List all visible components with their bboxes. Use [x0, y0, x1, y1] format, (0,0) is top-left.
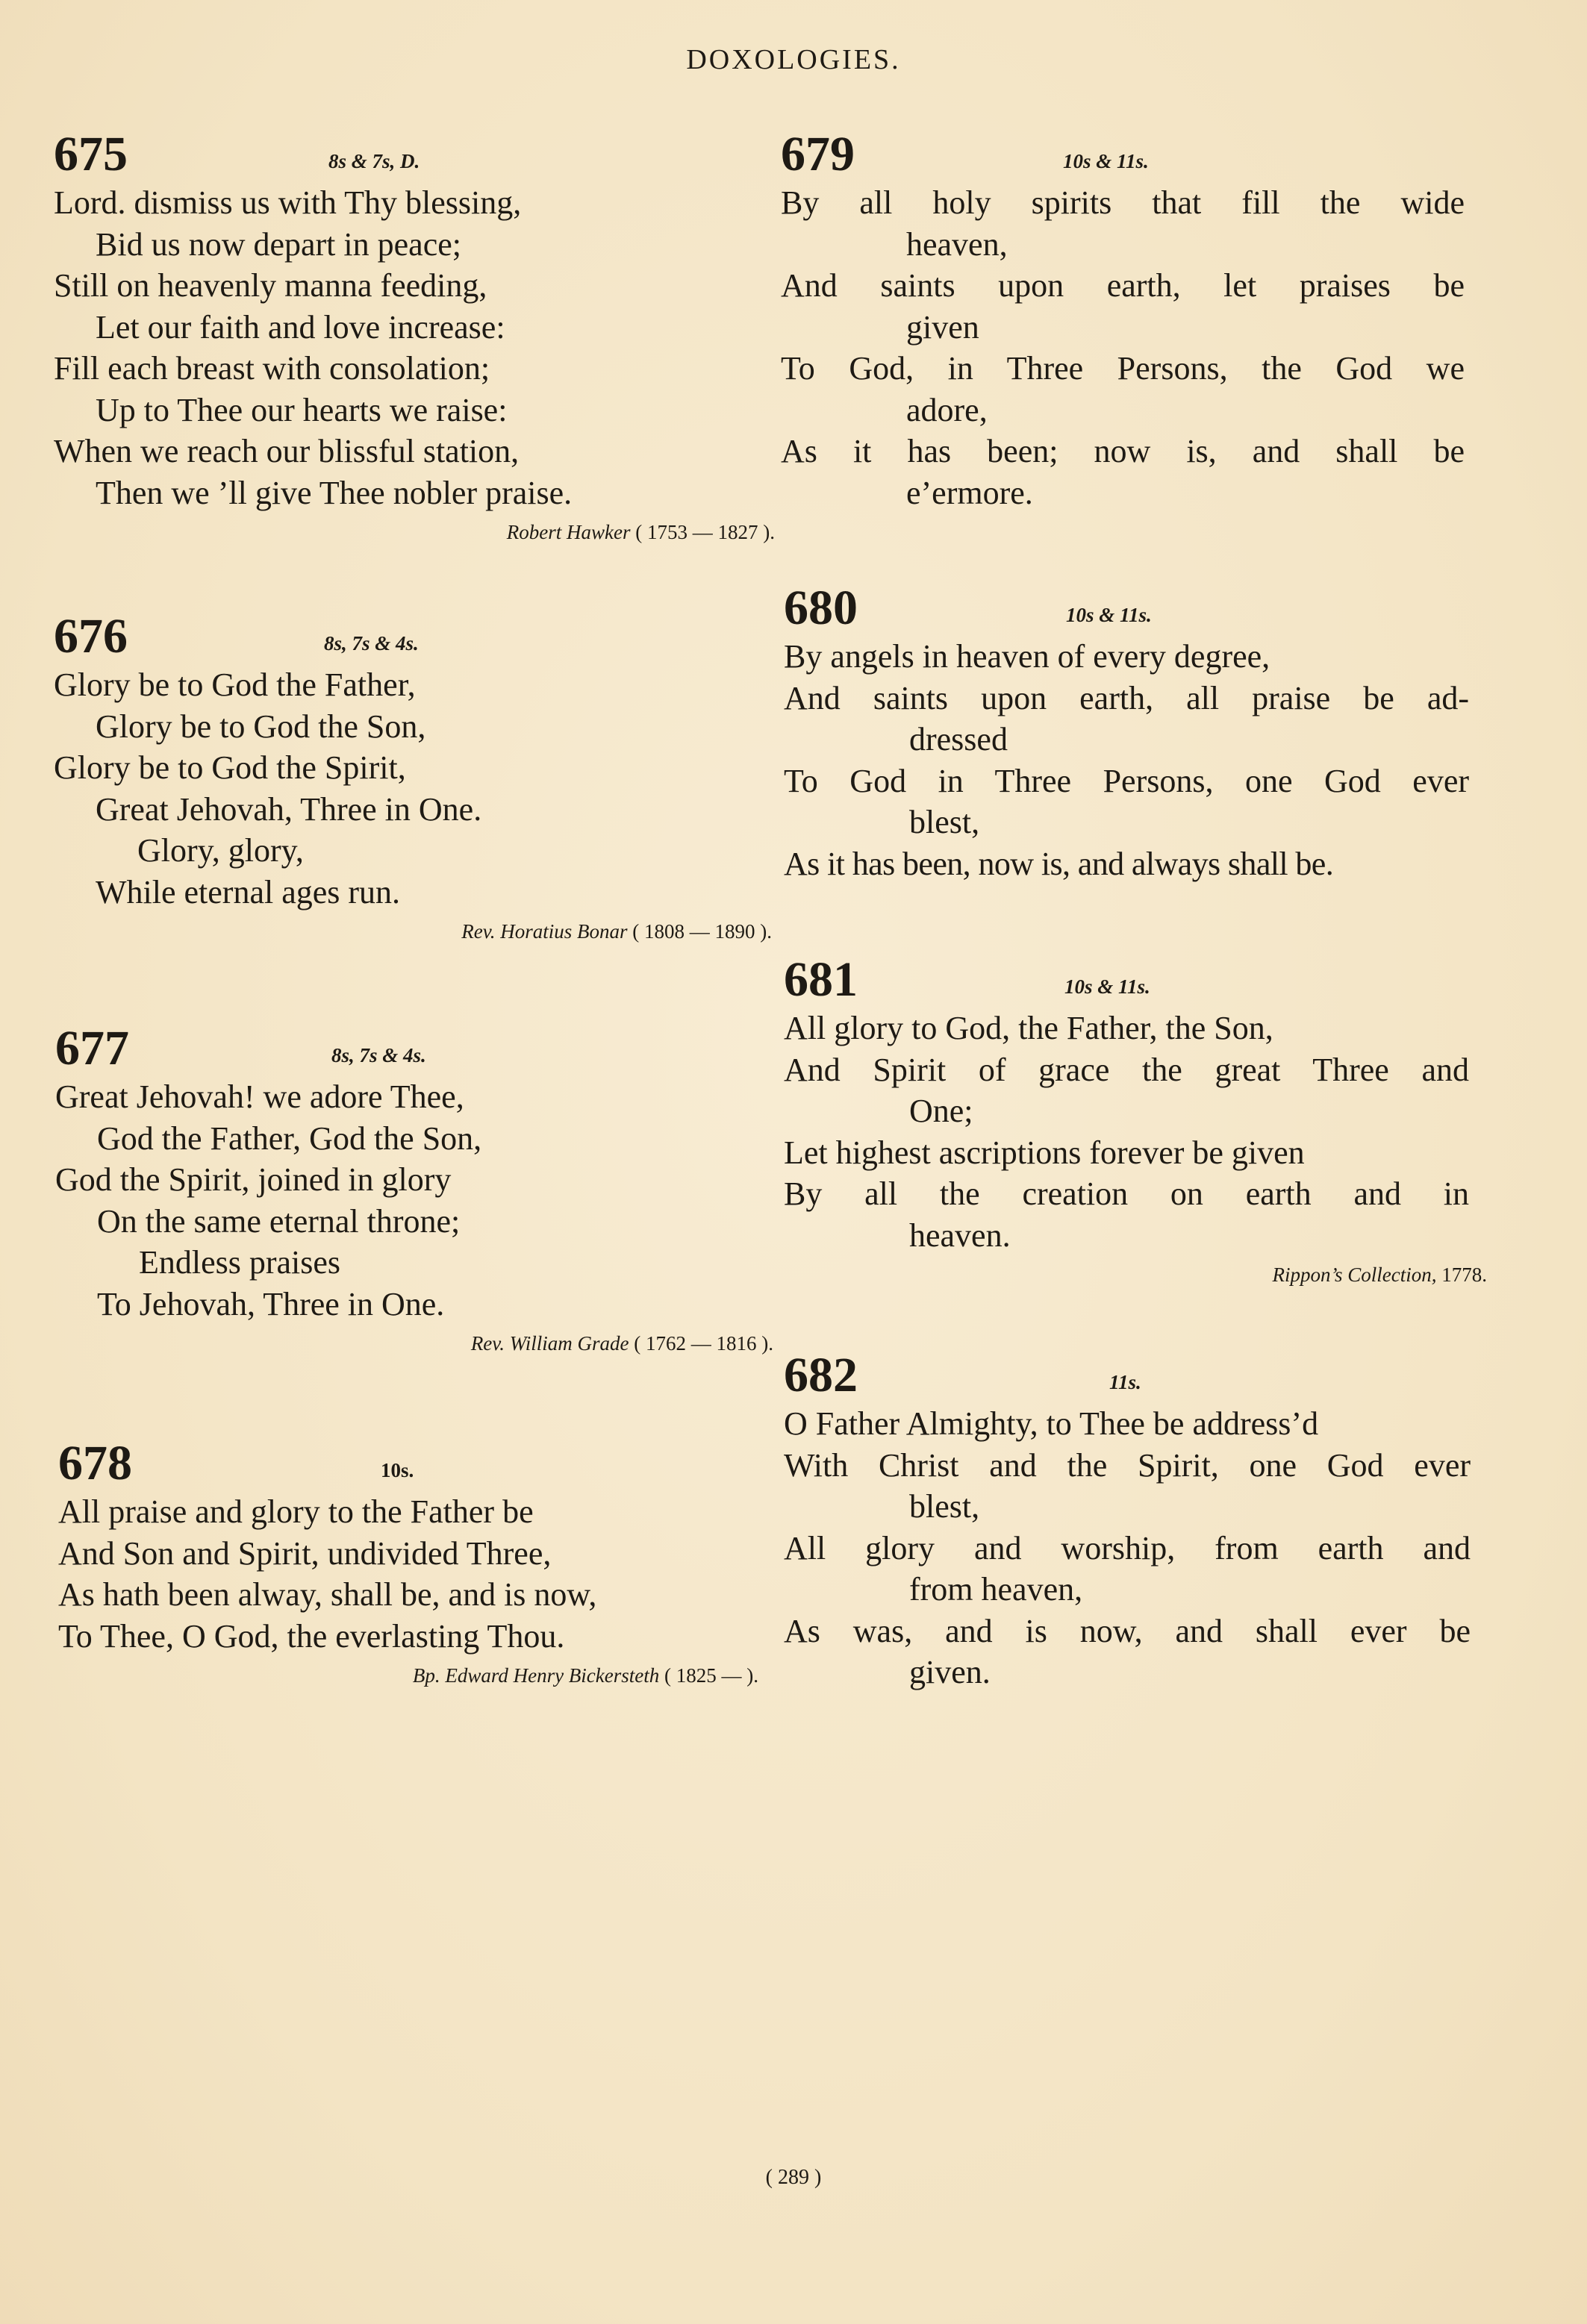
hymn-attribution: [54, 521, 775, 544]
hymn-number: 679: [781, 127, 855, 181]
hymn-meter: 10s & 11s.: [1063, 150, 1149, 172]
verse-line: One;: [909, 1093, 973, 1129]
verse-line: And Spirit of grace the great Three and: [784, 1051, 1469, 1088]
hymn-lines: [784, 1403, 1471, 1693]
verse-line: heaven.: [909, 1216, 1011, 1254]
author-years: ( 1825 — ).: [664, 1664, 758, 1687]
verse-line: All glory to God, the Father, the Son,: [784, 1010, 1273, 1046]
hymn-heading: [55, 1013, 727, 1073]
hymn-heading: [781, 119, 1465, 179]
verse-line: Still on heavenly manna feeding,: [54, 267, 487, 304]
hymn-number: 677: [55, 1021, 129, 1075]
verse-line: By all the creation on earth and in: [784, 1175, 1469, 1212]
author-years: 1778.: [1441, 1263, 1487, 1286]
hymn-number: 675: [54, 127, 128, 181]
author-name: Rev. Horatius Bonar: [461, 920, 628, 943]
verse-line: O Father Almighty, to Thee be address’d: [784, 1405, 1319, 1442]
hymn-heading: [784, 1340, 1471, 1400]
verse-line: As it has been, now is, and always shall be.: [784, 845, 1334, 882]
page-number: ( 289 ): [765, 2166, 822, 2189]
verse-line: Great Jehovah! we adore Thee,: [55, 1078, 464, 1115]
verse-line: As it has been; now is, and shall be: [781, 433, 1465, 469]
hymn-675: [54, 119, 775, 544]
verse-line: To Thee, O God, the everlasting Thou.: [58, 1617, 565, 1655]
hymn-678: [58, 1428, 758, 1687]
verse-line: On the same eternal throne;: [97, 1202, 461, 1240]
verse-line: Endless praises: [139, 1244, 341, 1281]
verse-line: As hath been alway, shall be, and is now,: [58, 1576, 597, 1613]
author-years: ( 1808 — 1890 ).: [632, 920, 772, 943]
verse-line: By all holy spirits that fill the wide: [781, 184, 1465, 221]
hymn-attribution: [784, 1263, 1487, 1287]
verse-line: blest,: [909, 1488, 980, 1525]
hymn-number: 678: [58, 1436, 132, 1490]
hymn-681: [784, 945, 1487, 1287]
hymn-lines: [54, 182, 726, 513]
hymn-meter: 10s.: [381, 1459, 414, 1481]
author-name: Rev. William Grade: [470, 1332, 629, 1355]
hymn-number: 680: [784, 581, 858, 635]
verse-line: Then we ’ll give Thee nobler praise.: [96, 474, 573, 511]
verse-line: To Jehovah, Three in One.: [97, 1285, 445, 1322]
hymn-lines: [54, 664, 726, 913]
verse-line: dressed: [909, 721, 1008, 758]
verse-line: adore,: [906, 391, 988, 428]
verse-line: By angels in heaven of every degree,: [784, 638, 1270, 675]
verse-line: Lord. dismiss us with Thy blessing,: [54, 184, 522, 221]
hymn-676: [54, 602, 772, 943]
hymn-number: 682: [784, 1348, 858, 1402]
verse-line: Glory be to God the Father,: [54, 666, 416, 703]
verse-line: Bid us now depart in peace;: [96, 225, 461, 263]
verse-line: All glory and worship, from earth and: [784, 1529, 1471, 1566]
hymn-heading: [784, 573, 1469, 633]
hymn-meter: 8s & 7s, D.: [328, 150, 420, 172]
verse-line: And saints upon earth, let praises be: [781, 267, 1465, 304]
verse-line: from heaven,: [909, 1571, 1083, 1608]
hymn-679: [781, 119, 1465, 513]
verse-line: While eternal ages run.: [96, 873, 401, 910]
verse-line: And Son and Spirit, undivided Three,: [58, 1534, 552, 1572]
verse-line: To God, in Three Persons, the God we: [781, 350, 1465, 387]
hymn-heading: [54, 119, 726, 179]
verse-line: With Christ and the Spirit, one God ever: [784, 1446, 1471, 1484]
hymn-number: 681: [784, 952, 858, 1007]
verse-line: God the Father, God the Son,: [97, 1119, 482, 1157]
verse-line: Fill each breast with consolation;: [54, 350, 490, 387]
hymn-682: [784, 1340, 1471, 1693]
hymn-lines: [55, 1076, 727, 1325]
hymn-attribution: [55, 1332, 773, 1355]
verse-line: To God in Three Persons, one God ever: [784, 762, 1469, 799]
hymn-number: 676: [54, 609, 128, 663]
hymn-lines: [784, 636, 1469, 884]
verse-line: given.: [909, 1654, 991, 1690]
hymn-meter: 8s, 7s & 4s.: [331, 1044, 426, 1066]
verse-line: e’ermore.: [906, 474, 1033, 511]
verse-line: Great Jehovah, Three in One.: [96, 790, 482, 828]
hymn-heading: [54, 602, 726, 661]
verse-line: All praise and glory to the Father be: [58, 1493, 534, 1530]
author-years: ( 1762 — 1816 ).: [634, 1332, 773, 1355]
hymn-lines: [58, 1491, 745, 1657]
author-name: Robert Hawker: [506, 521, 631, 543]
author-years: ( 1753 — 1827 ).: [635, 521, 775, 543]
verse-line: When we reach our blissful station,: [54, 433, 520, 469]
hymn-attribution: [54, 920, 772, 943]
verse-line: given: [906, 308, 979, 346]
hymn-680: [784, 573, 1469, 884]
hymn-lines: [781, 182, 1465, 513]
hymn-meter: 10s & 11s.: [1066, 604, 1152, 626]
verse-line: Up to Thee our hearts we raise:: [96, 391, 508, 428]
verse-line: blest,: [909, 804, 980, 840]
verse-line: God the Spirit, joined in glory: [55, 1161, 452, 1198]
hymn-heading: [58, 1428, 745, 1488]
hymn-meter: 11s.: [1109, 1371, 1141, 1393]
verse-line: heaven,: [906, 225, 1008, 263]
verse-line: Glory be to God the Spirit,: [54, 749, 406, 786]
verse-line: Let highest ascriptions forever be given: [784, 1134, 1305, 1171]
author-name: Rippon’s Collection,: [1272, 1263, 1437, 1286]
hymn-meter: 10s & 11s.: [1064, 975, 1150, 998]
hymn-lines: [784, 1008, 1469, 1256]
hymn-meter: 8s, 7s & 4s.: [324, 632, 419, 655]
hymn-677: [55, 1013, 773, 1355]
verse-line: As was, and is now, and shall ever be: [784, 1612, 1471, 1649]
verse-line: Glory, glory,: [137, 832, 304, 869]
running-header: DOXOLOGIES.: [686, 44, 901, 75]
hymn-heading: [784, 945, 1469, 1005]
verse-line: And saints upon earth, all praise be ad-: [784, 679, 1469, 716]
verse-line: Let our faith and love increase:: [96, 308, 505, 346]
author-name: Bp. Edward Henry Bickersteth: [412, 1664, 660, 1687]
verse-line: Glory be to God the Son,: [96, 707, 426, 745]
hymn-attribution: [58, 1664, 758, 1687]
